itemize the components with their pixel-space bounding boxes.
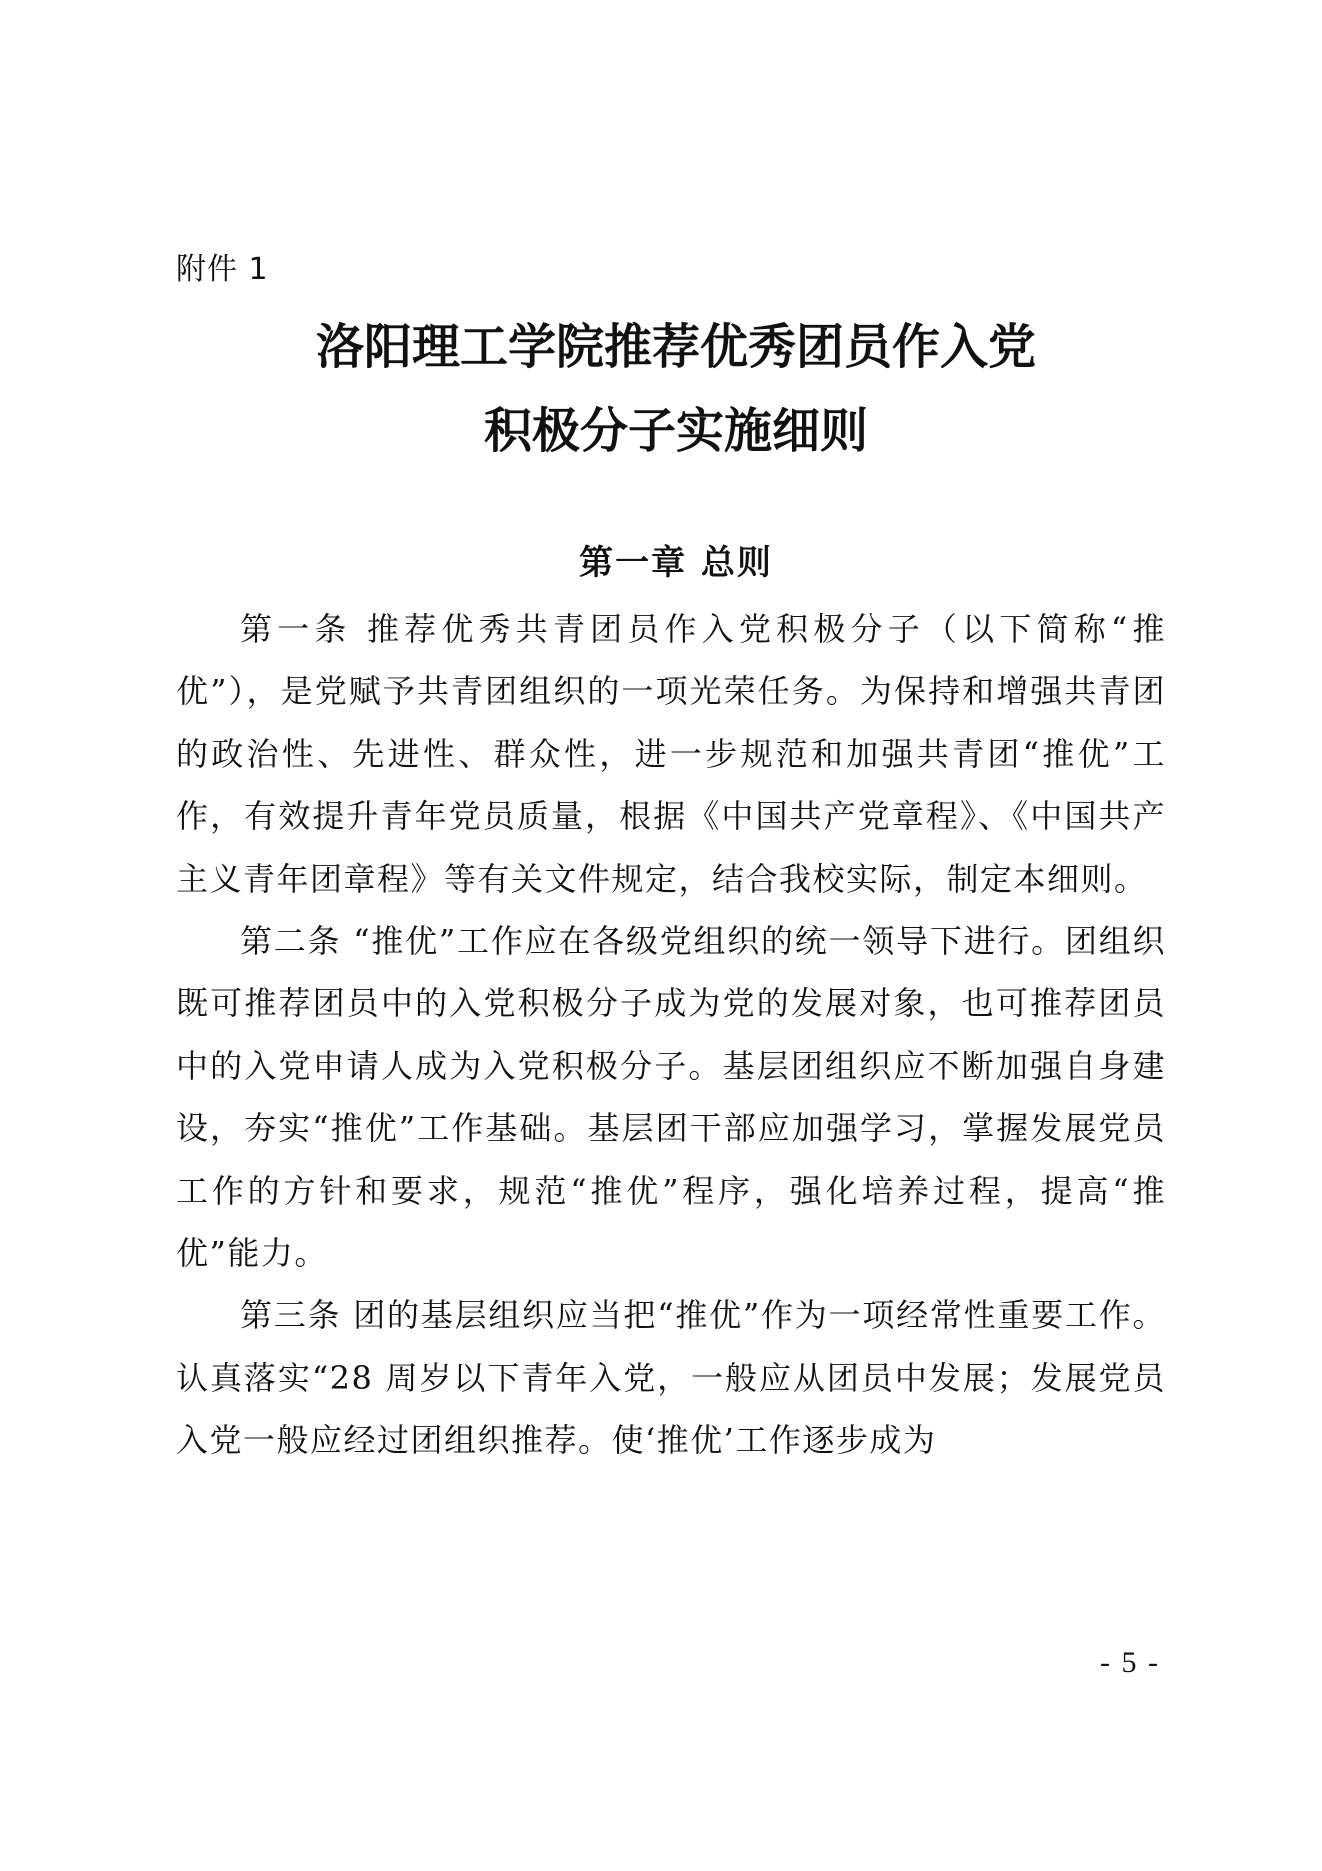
- document-title-line-1: 洛阳理工学院推荐优秀团员作入党: [315, 319, 1036, 375]
- document-title: [176, 305, 1176, 473]
- document-title-line-2: 积极分子实施细则: [483, 403, 868, 459]
- chapter-heading: 第一章 总则: [579, 543, 773, 583]
- page-number: - 5 -: [1100, 1646, 1160, 1679]
- article-1: 第一条 推荐优秀共青团员作入党积极分子（以下简称“推优”），是党赋予共青团组织的一项光荣任务。为保持和增强共青团的政治性、先进性、群众性，进一步规范和加强共青团“推优”工作，有效提升青年党员质量，根据《中国共产党章程》、《中国共产主义青年团章程》等有关文件规定，结合我校实际，制定本细则。: [176, 610, 1166, 898]
- attachment-label: 附件 1: [176, 252, 269, 287]
- article-3: 第三条 团的基层组织应当把“推优”作为一项经常性重要工作。认真落实“28 周岁以下青年入党，一般应从团员中发展；发展党员入党一般应经过团组织推荐。使‘推优’工作逐步成为: [176, 1296, 1166, 1460]
- article-2: 第二条 “推优”工作应在各级党组织的统一领导下进行。团组织既可推荐团员中的入党积极分子成为党的发展对象，也可推荐团员中的入党申请人成为入党积极分子。基层团组织应不断加强自身建设，夯实“推优”工作基础。基层团干部应加强学习，掌握发展党员工作的方针和要求，规范“推优”程序，强化培养过程，提高“推优”能力。: [176, 922, 1166, 1273]
- document-body: [176, 598, 1166, 1472]
